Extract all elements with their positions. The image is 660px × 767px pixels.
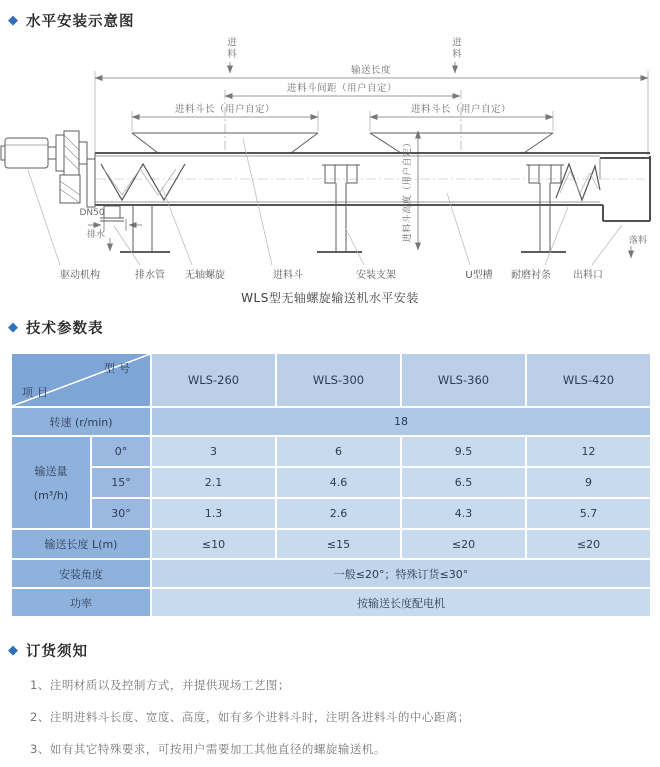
note-item: 3、如有其它特殊要求，可按用户需要加工其他直径的螺旋输送机。 [30, 742, 386, 756]
hopper-height-dim-label: 进料斗高度（用户自定） [403, 137, 413, 243]
speed-value: 18 [151, 407, 651, 436]
diamond-icon: ◆ [8, 13, 19, 28]
drain-callout: 排水 [86, 230, 106, 240]
power-label: 功率 [11, 588, 151, 617]
spec-cell: 1.3 [151, 498, 276, 529]
angle-15-label: 15° [91, 467, 151, 498]
u-trough-callout: U型槽 [465, 270, 493, 281]
total-length-dim-label: 输送长度 [350, 65, 392, 76]
table-header-row [11, 353, 651, 407]
capacity-row-15 [11, 467, 651, 498]
diagram-section-title: 水平安装示意图 [26, 14, 135, 30]
spec-cell: ≤10 [151, 529, 276, 559]
spec-cell: 2.6 [276, 498, 401, 529]
mounting-supports [120, 165, 566, 252]
spec-cell: 12 [526, 436, 651, 467]
mount-bracket-callout: 安装支架 [356, 270, 396, 281]
capacity-row-0 [11, 436, 651, 467]
feed-callout-left: 进料 [225, 37, 236, 60]
section-diagram-heading [8, 10, 660, 31]
drive-callout: 驱动机构 [60, 270, 100, 281]
spec-cell: ≤20 [526, 529, 651, 559]
install-angle-label: 安装角度 [11, 559, 151, 588]
wear-liner-callout: 耐磨衬条 [511, 270, 551, 281]
corner-model-label: 型号 [104, 362, 134, 375]
shaftless-screw-spiral [101, 164, 600, 200]
power-row [11, 588, 651, 617]
model-header: WLS-300 [276, 353, 401, 407]
hopper-spacing-dim-label: 进料斗间距（用户自定） [286, 83, 398, 94]
spec-cell: 9 [526, 467, 651, 498]
model-header: WLS-420 [526, 353, 651, 407]
feed-hoppers [132, 133, 553, 153]
spec-cell: 9.5 [401, 436, 526, 467]
spec-cell: 6 [276, 436, 401, 467]
drain-pipe-callout: 排水管 [135, 270, 165, 281]
spec-cell: ≤15 [276, 529, 401, 559]
spec-cell: 6.5 [401, 467, 526, 498]
shaftless-screw-callout: 无轴螺旋 [185, 270, 225, 281]
feed-callout-right: 进料 [450, 37, 461, 60]
model-header: WLS-260 [151, 353, 276, 407]
corner-cell [11, 353, 151, 407]
catalog-page [0, 10, 660, 767]
spec-cell: 3 [151, 436, 276, 467]
section-table-heading [8, 317, 660, 338]
hopper-length-dim-label-right: 进料斗长（用户自定） [410, 104, 512, 115]
length-label: 输送长度 L(m) [11, 529, 151, 559]
ordering-notes [30, 677, 660, 757]
length-row [11, 529, 651, 559]
notes-section-title: 订货须知 [26, 644, 88, 660]
drive-mechanism [1, 131, 87, 203]
discharge-chute [600, 156, 650, 221]
section-notes-heading [8, 640, 660, 661]
diamond-icon: ◆ [8, 320, 19, 335]
corner-item-label: 项目 [22, 386, 52, 399]
capacity-label-cell [11, 436, 91, 529]
spec-cell: 2.1 [151, 467, 276, 498]
feed-hopper-callout: 进料斗 [273, 270, 303, 281]
spec-cell: 4.6 [276, 467, 401, 498]
spec-cell: 4.3 [401, 498, 526, 529]
drain-size-label: DN50 [79, 208, 105, 218]
capacity-row-30 [11, 498, 651, 529]
speed-label: 转速 (r/min) [11, 407, 151, 436]
install-angle-row [11, 559, 651, 588]
diamond-icon: ◆ [8, 643, 19, 658]
note-item: 1、注明材质以及控制方式，并提供现场工艺图； [30, 678, 290, 692]
diagram-caption: WLS型无轴螺旋输送机水平安装 [241, 291, 419, 305]
spec-table [10, 352, 652, 618]
angle-30-label: 30° [91, 498, 151, 529]
spec-cell: ≤20 [401, 529, 526, 559]
outlet-callout: 出料口 [573, 270, 603, 281]
capacity-label: 输送量 [34, 465, 68, 478]
spec-cell: 5.7 [526, 498, 651, 529]
angle-0-label: 0° [91, 436, 151, 467]
install-angle-value: 一般≤20°；特殊订货≤30° [151, 559, 651, 588]
installation-diagram [0, 35, 660, 307]
model-header: WLS-360 [401, 353, 526, 407]
capacity-unit: (m³/h) [33, 489, 69, 502]
speed-row [11, 407, 651, 436]
hopper-length-dim-label-left: 进料斗长（用户自定） [174, 104, 276, 115]
table-section-title: 技术参数表 [26, 321, 104, 337]
power-value: 按输送长度配电机 [151, 588, 651, 617]
discharge-callout: 落料 [628, 236, 648, 246]
note-item: 2、注明进料斗长度、宽度、高度，如有多个进料斗时，注明各进料斗的中心距离； [30, 710, 470, 724]
